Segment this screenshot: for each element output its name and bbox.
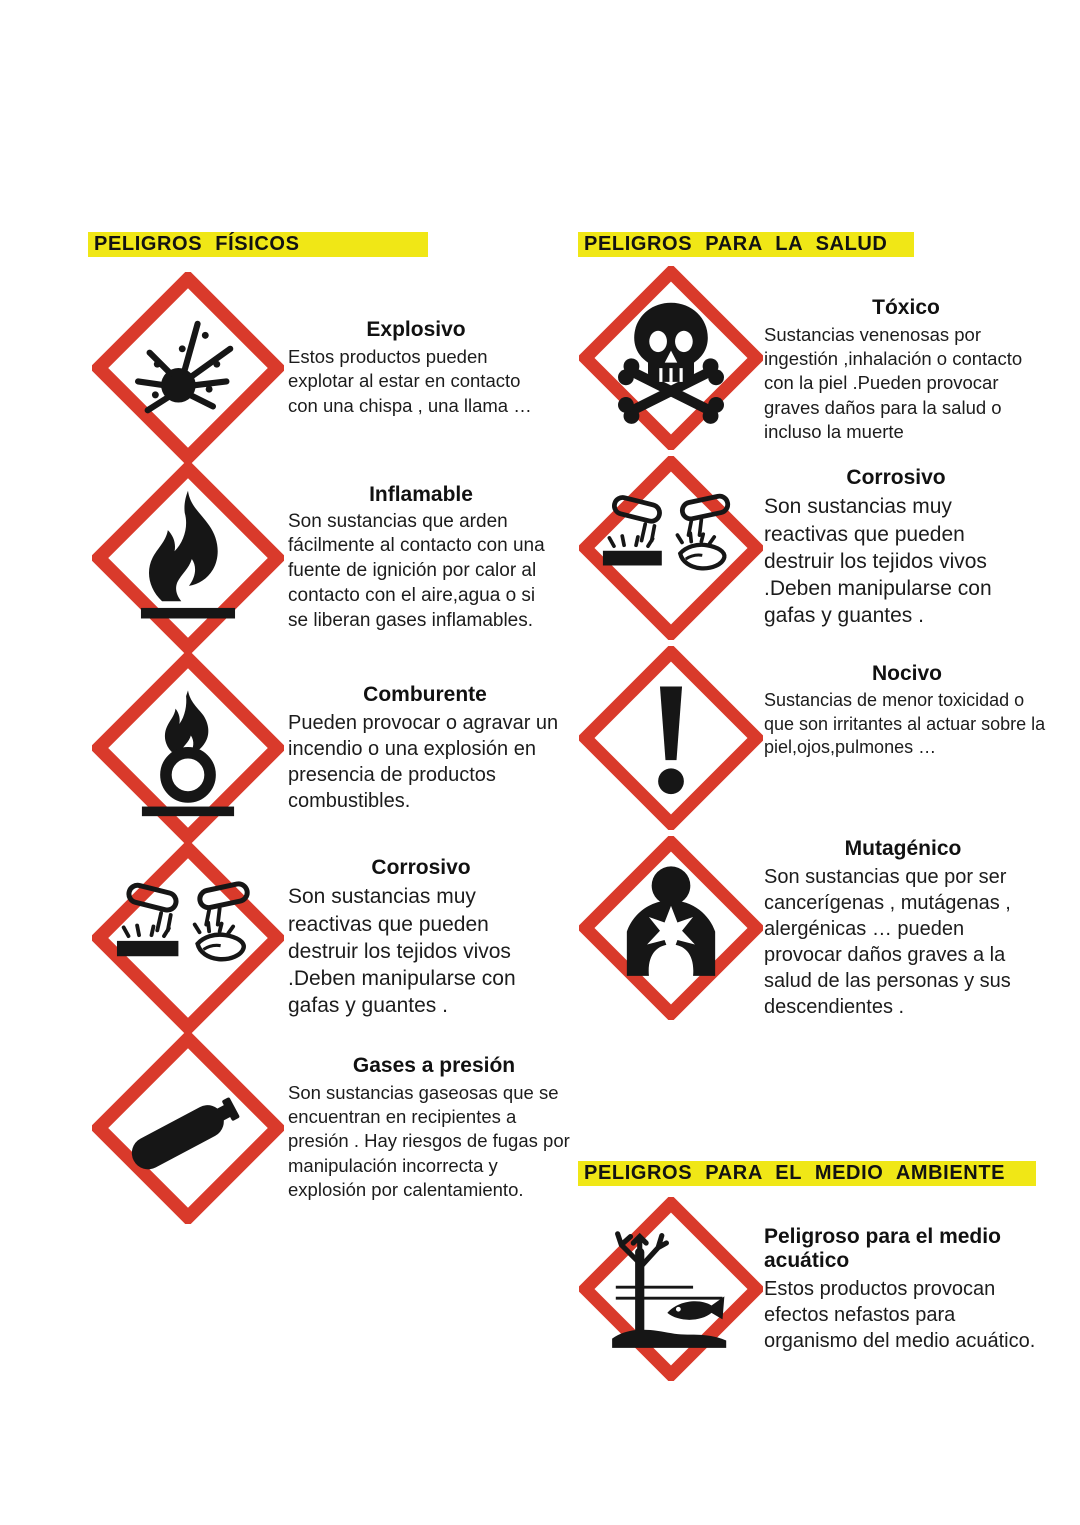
flame-over-circle-icon <box>88 653 288 843</box>
hazard-text <box>764 263 1048 453</box>
environment-icon <box>578 1194 764 1384</box>
section-header-environment: PELIGROS PARA EL MEDIO AMBIENTE <box>578 1161 1036 1186</box>
gas-cylinder-icon <box>88 1033 288 1223</box>
corrosion-icon <box>578 453 764 643</box>
hazard-row-inflamable <box>88 463 580 653</box>
hazard-text <box>288 653 562 843</box>
skull-crossbones-icon <box>578 263 764 453</box>
hazard-title: Explosivo <box>366 318 466 342</box>
hazard-title: Inflamable <box>369 482 473 506</box>
hazard-row-nocivo <box>578 643 1050 833</box>
hazard-row-corrosivo-salud <box>578 453 1050 643</box>
section-header-health: PELIGROS PARA LA SALUD <box>578 232 914 257</box>
hazard-title: Peligroso para el medio acuático <box>764 1224 1001 1272</box>
hazard-title: Corrosivo <box>371 856 471 880</box>
hazard-description: Son sustancias muy reactivas que pueden destruir los tejidos vivos .Deben manipularse con gafas y guantes . <box>764 495 992 628</box>
hazard-text <box>764 453 1028 643</box>
hazard-title: Nocivo <box>871 662 942 686</box>
hazard-text <box>764 833 1042 1023</box>
hazard-row-toxico <box>578 263 1050 453</box>
hazard-row-comburente <box>88 653 580 843</box>
section-health-hazards <box>578 232 1050 1384</box>
physical-rows <box>88 273 580 1223</box>
hazard-description: Son sustancias que por ser cancerígenas , mutágenas , alergénicas … pueden provocar daños graves a la salud de las personas y sus descendientes . <box>764 865 1011 1018</box>
hazard-title: Gases a presión <box>352 1054 516 1078</box>
hazard-title: Comburente <box>363 682 487 706</box>
hazard-row-corrosivo <box>88 843 580 1033</box>
corrosion-icon <box>88 843 288 1033</box>
hazard-text <box>288 843 554 1033</box>
hazard-text <box>764 1194 1050 1384</box>
hazard-row-explosivo <box>88 273 580 463</box>
hazard-description: Estos productos provocan efectos nefastos para organismo del medio acuático. <box>764 1277 1036 1352</box>
hazard-text <box>288 1033 580 1223</box>
hazard-text <box>764 643 1050 833</box>
hazard-description: Son sustancias que arden fácilmente al contacto con una fuente de ignición por calor al contacto con el aire,agua o si se liberan gases inflamables. <box>288 510 545 631</box>
section-header-physical: PELIGROS FÍSICOS <box>88 232 428 257</box>
hazard-description: Son sustancias gaseosas que se encuentran en recipientes a presión . Hay riesgos de fugas por manipulación incorrecta y explosión por calentamiento. <box>288 1082 570 1200</box>
hazard-description: Pueden provocar o agravar un incendio o una explosión en presencia de productos combustibles. <box>288 711 559 812</box>
hazard-description: Estos productos pueden explotar al estar en contacto con una chispa , una llama … <box>288 346 532 416</box>
exclamation-icon <box>578 643 764 833</box>
health-hazard-icon <box>578 833 764 1023</box>
flame-icon <box>88 463 288 653</box>
hazard-title: Mutagénico <box>844 836 962 860</box>
hazard-description: Sustancias venenosas por ingestión ,inhalación o contacto con la piel .Pueden provocar graves daños para la salud o incluso la muerte <box>764 324 1023 442</box>
hazard-description: Son sustancias muy reactivas que pueden destruir los tejidos vivos .Deben manipularse con gafas y guantes . <box>288 885 516 1018</box>
hazard-text <box>288 463 554 653</box>
hazard-row-mutagenico <box>578 833 1050 1023</box>
hazard-title: Corrosivo <box>846 466 946 490</box>
hazard-row-gases <box>88 1033 580 1223</box>
health-rows <box>578 263 1050 1023</box>
hazard-description: Sustancias de menor toxicidad o que son irritantes al actuar sobre la piel,ojos,pulmones … <box>764 690 1046 758</box>
exploding-bomb-icon <box>88 273 288 463</box>
hazard-row-acuatico <box>578 1194 1050 1384</box>
hazard-title: Tóxico <box>872 296 940 320</box>
hazard-text <box>288 273 544 463</box>
section-physical-hazards <box>88 232 580 1223</box>
